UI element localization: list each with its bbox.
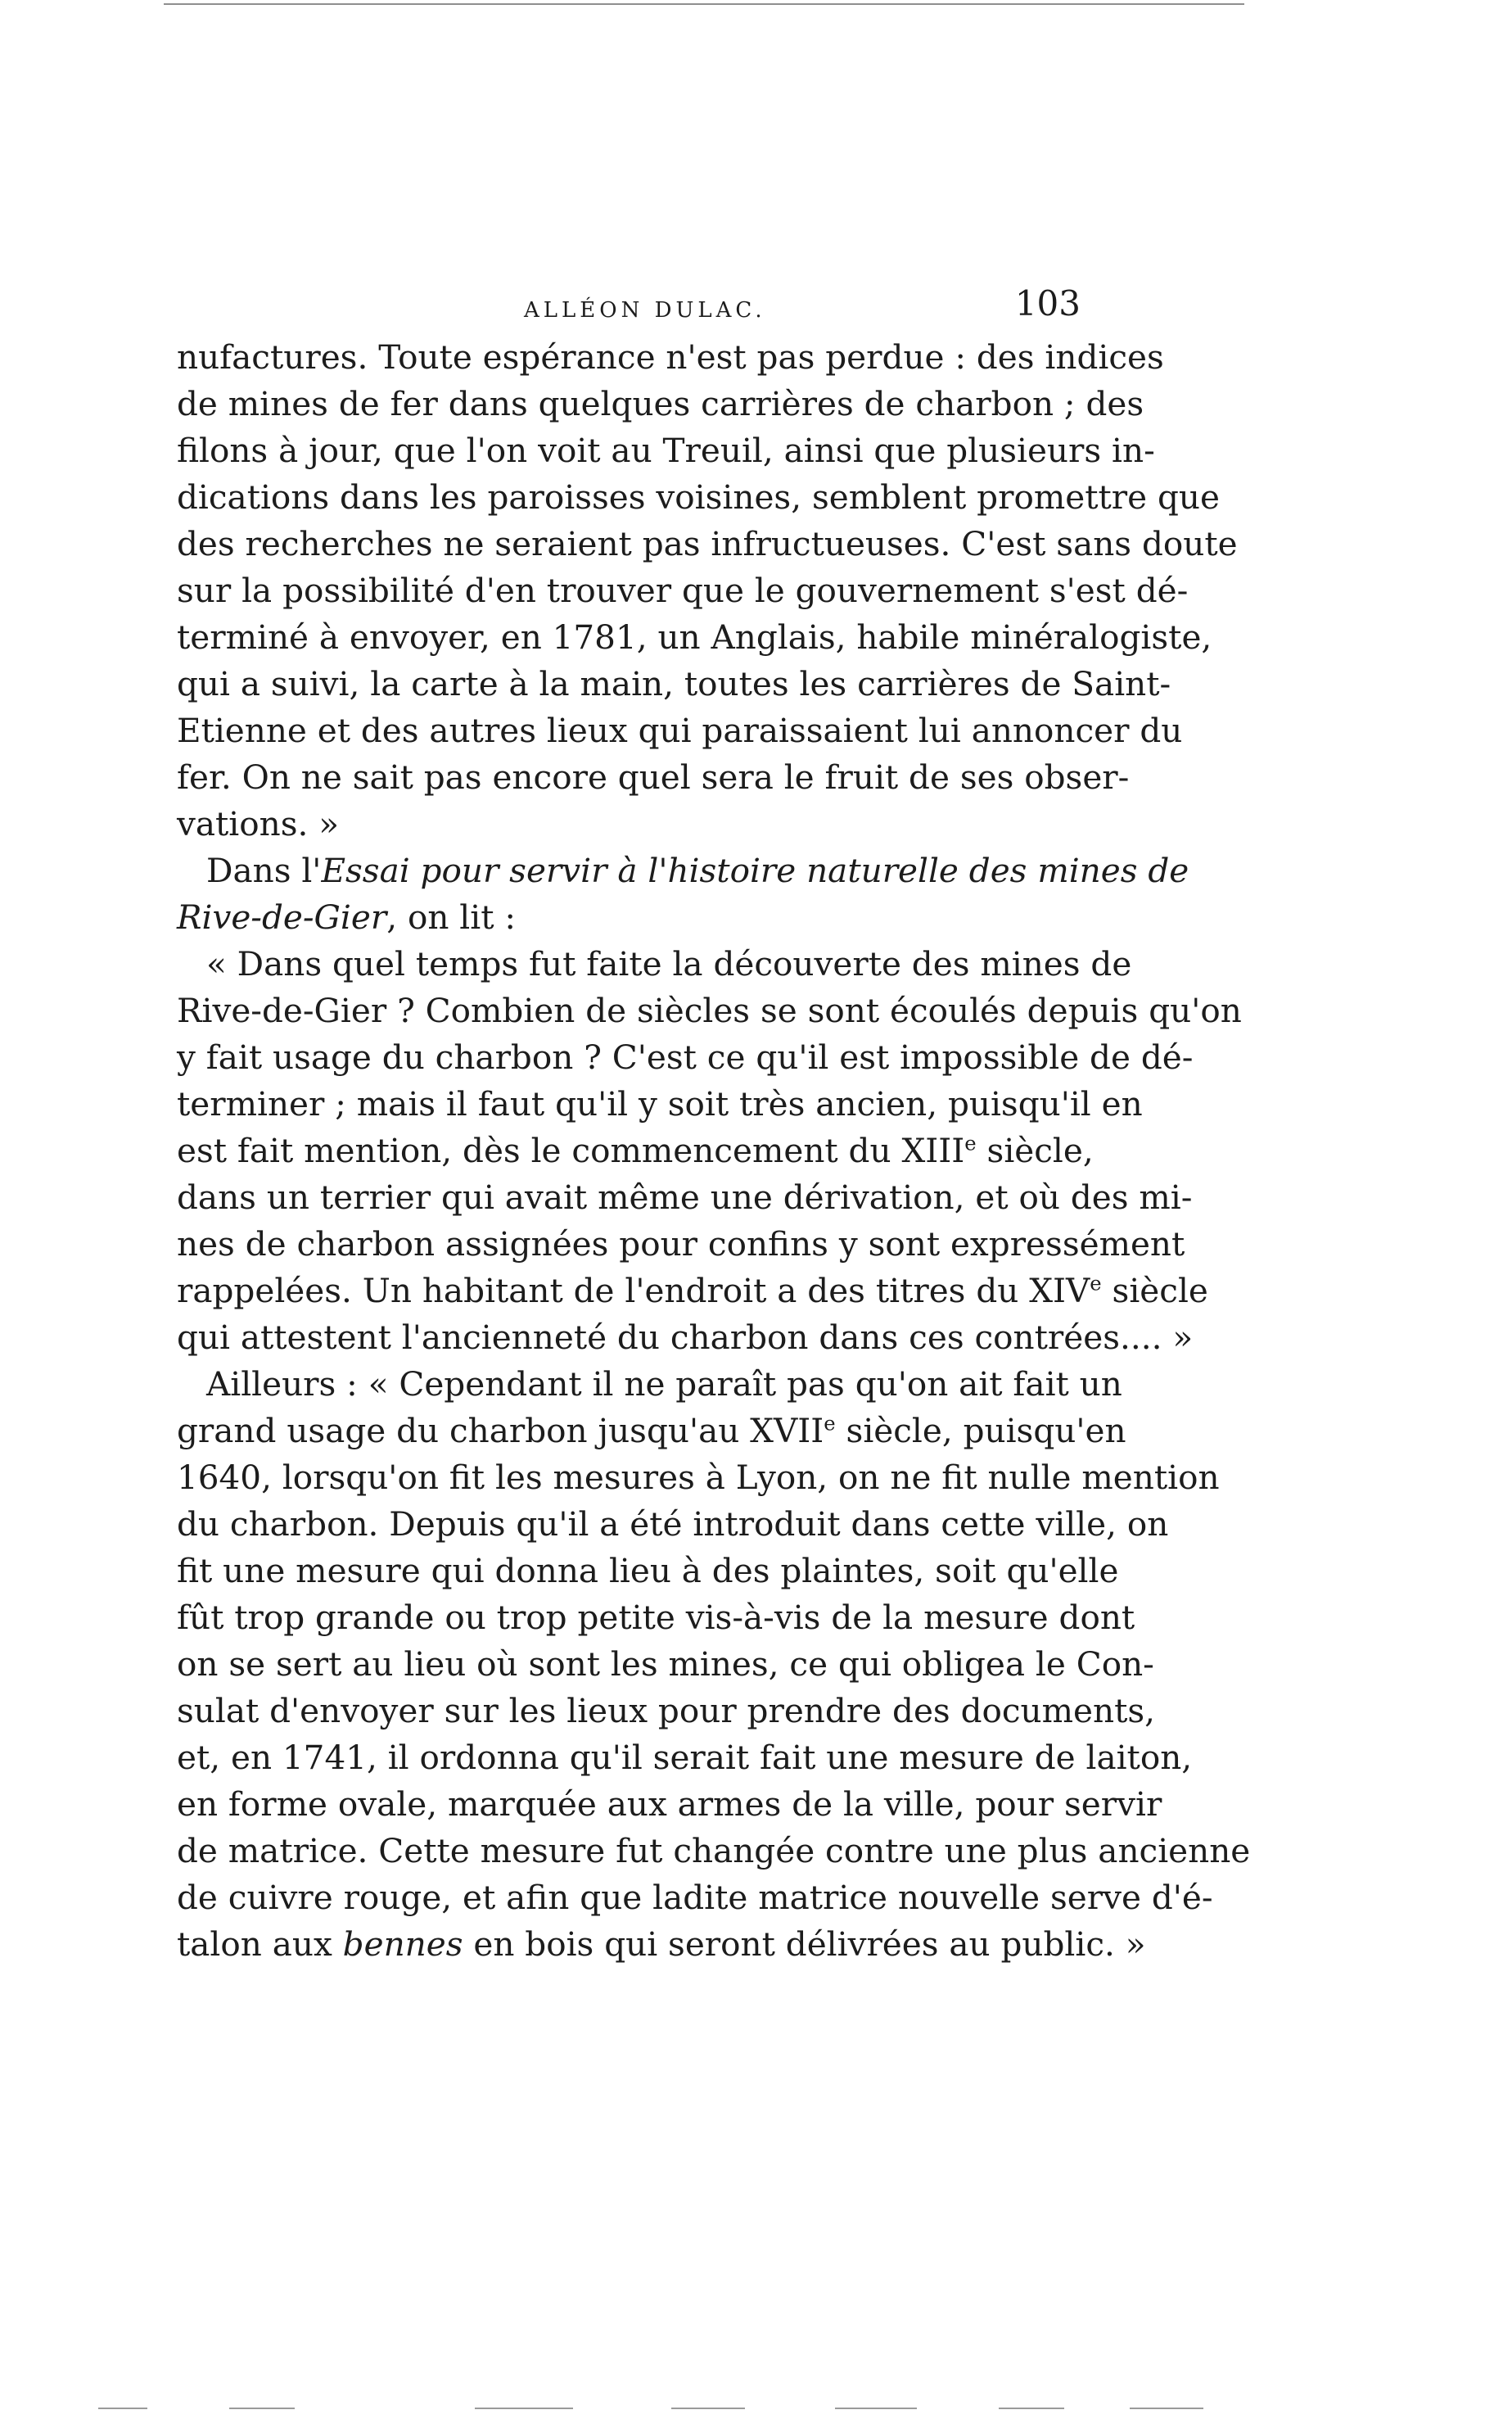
last-line <box>177 1921 1146 1968</box>
quote-line-xiv-after: siècle <box>1101 1271 1208 1310</box>
quote-line: on se sert au lieu où sont les mines, ce qui obligea le Con- <box>177 1644 1154 1684</box>
text-line: des recherches ne seraient pas infructueuses. C'est sans doute <box>177 524 1238 563</box>
essai-title-cont: Rive-de-Gier <box>177 898 387 937</box>
ailleurs-line: Ailleurs : « Cependant il ne paraît pas qu'on ait fait un <box>206 1364 1122 1404</box>
text-line: terminé à envoyer, en 1781, un Anglais, habile minéralogiste, <box>177 617 1212 657</box>
superscript: e <box>824 1411 836 1436</box>
text-line: nufactures. Toute espérance n'est pas perdue : des indices <box>177 337 1164 377</box>
quote-line: sulat d'envoyer sur les lieux pour prendre des documents, <box>177 1691 1156 1730</box>
scan-mark <box>1130 2408 1203 2409</box>
quote-line-xiv <box>177 1268 1208 1314</box>
scan-mark <box>999 2408 1064 2409</box>
italic-word: bennes <box>342 1924 463 1964</box>
quote-line-xiii-text: est fait mention, dès le commencement du XIII <box>177 1131 965 1170</box>
quote-line: « Dans quel temps fut faite la découverte des mines de <box>206 944 1132 983</box>
text-line: filons à jour, que l'on voit au Treuil, ainsi que plusieurs in- <box>177 431 1155 470</box>
scan-mark <box>671 2408 745 2409</box>
quote-line: de matrice. Cette mesure fut changée contre une plus ancienne <box>177 1831 1251 1870</box>
quote-line: Rive-de-Gier ? Combien de siècles se sont écoulés depuis qu'on <box>177 991 1242 1030</box>
quote-line-xiv-text: rappelées. Un habitant de l'endroit a des titres du XIV <box>177 1271 1090 1310</box>
essai-title-line <box>177 848 1189 894</box>
quote-line: fit une mesure qui donna lieu à des plaintes, soit qu'elle <box>177 1551 1119 1590</box>
essai-title: Essai pour servir à l'histoire naturelle des mines de <box>321 851 1189 890</box>
text-line: fer. On ne sait pas encore quel sera le fruit de ses obser- <box>177 757 1130 797</box>
text-line: sur la possibilité d'en trouver que le gouvernement s'est dé- <box>177 571 1189 610</box>
quote-line-xiii-after: siècle, <box>976 1131 1094 1170</box>
body-text <box>177 334 1251 1968</box>
superscript: e <box>1090 1271 1102 1295</box>
quote-line-xvii-after: siècle, puisqu'en <box>835 1411 1126 1450</box>
superscript: e <box>964 1131 977 1155</box>
text-line: dications dans les paroisses voisines, semblent promettre que <box>177 477 1220 517</box>
quote-line-xiii <box>177 1128 1094 1174</box>
scan-mark <box>475 2408 573 2409</box>
text-line: vations. » <box>177 804 340 843</box>
quote-line: de cuivre rouge, et afin que ladite matrice nouvelle serve d'é- <box>177 1878 1213 1917</box>
quote-line-xvii-text: grand usage du charbon jusqu'au XVII <box>177 1411 824 1450</box>
quote-line: fût trop grande ou trop petite vis-à-vis de la mesure dont <box>177 1598 1135 1637</box>
essai-title-line-2 <box>177 894 1077 941</box>
quote-line: du charbon. Depuis qu'il a été introduit dans cette ville, on <box>177 1504 1169 1544</box>
last-line-after: en bois qui seront délivrées au public. » <box>463 1924 1146 1964</box>
page-header <box>164 283 1081 332</box>
scan-mark <box>229 2408 295 2409</box>
quote-line: en forme ovale, marquée aux armes de la ville, pour servir <box>177 1784 1162 1824</box>
quote-line-end: qui attestent l'ancienneté du charbon dans ces contrées.... » <box>177 1318 1194 1357</box>
scan-mark <box>835 2408 917 2409</box>
quote-line: dans un terrier qui avait même une dérivation, et où des mi- <box>177 1178 1193 1217</box>
quote-line: 1640, lorsqu'on fit les mesures à Lyon, on ne fit nulle mention <box>177 1458 1220 1497</box>
scan-mark <box>98 2408 147 2409</box>
top-scan-rule <box>164 3 1244 5</box>
page-number: 103 <box>1014 283 1081 323</box>
text-line: de mines de fer dans quelques carrières de charbon ; des <box>177 384 1144 423</box>
quote-line: terminer ; mais il faut qu'il y soit très ancien, puisqu'il en <box>177 1084 1143 1124</box>
quote-line: et, en 1741, il ordonna qu'il serait fait une mesure de laiton, <box>177 1738 1193 1777</box>
running-head: ALLÉON DULAC. <box>524 298 766 323</box>
quote-line: nes de charbon assignées pour confins y sont expressément <box>177 1224 1185 1264</box>
essai-dans: Dans l' <box>206 851 322 890</box>
quote-line: y fait usage du charbon ? C'est ce qu'il est impossible de dé- <box>177 1038 1194 1077</box>
bottom-scan-marks <box>98 2408 1408 2411</box>
quote-line-xvii <box>177 1408 1126 1454</box>
essai-on-lit: , on lit : <box>386 898 516 937</box>
text-line: Etienne et des autres lieux qui paraissaient lui annoncer du <box>177 711 1183 750</box>
last-line-text: talon aux <box>177 1924 343 1964</box>
text-line: qui a suivi, la carte à la main, toutes les carrières de Saint- <box>177 664 1171 703</box>
